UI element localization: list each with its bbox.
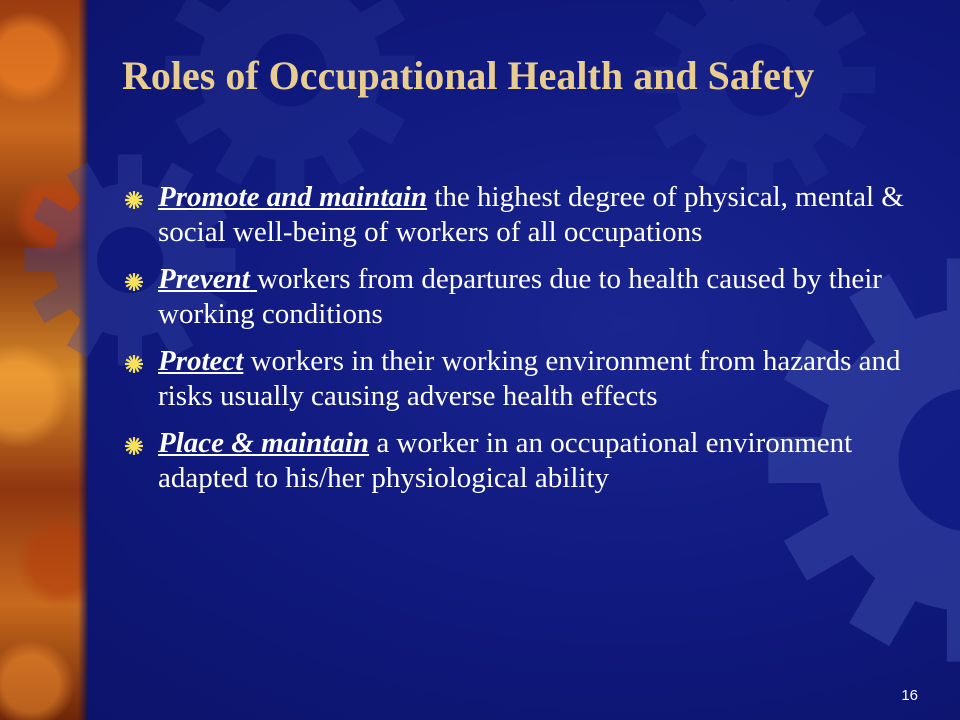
bullet-lead: Protect — [158, 345, 244, 377]
list-item — [124, 344, 924, 414]
bullet-lead: Prevent — [158, 263, 250, 295]
bullet-text: workers from departures due to health caused by their working conditions — [158, 263, 882, 330]
sunburst-bullet-icon — [124, 190, 144, 210]
list-item — [124, 180, 924, 250]
sunburst-bullet-icon — [124, 272, 144, 292]
list-item — [124, 262, 924, 332]
bullet-list — [124, 180, 924, 508]
slide-title: Roles of Occupational Health and Safety — [122, 53, 815, 98]
bullet-lead-trailing-underline — [250, 263, 257, 295]
sunburst-bullet-icon — [124, 436, 144, 456]
list-item — [124, 426, 924, 496]
bullet-lead: Promote and maintain — [158, 181, 428, 213]
page-number: 16 — [901, 687, 918, 704]
sunburst-bullet-icon — [124, 354, 144, 374]
bullet-text: a worker in an occupational environment adapted to his/her physiological ability — [158, 427, 853, 494]
bullet-lead: Place & maintain — [158, 427, 370, 459]
bullet-text: the highest degree of physical, mental & social well-being of workers of all occupations — [158, 181, 904, 248]
bullet-text: workers in their working environment from hazards and risks usually causing adverse health effects — [158, 345, 901, 412]
